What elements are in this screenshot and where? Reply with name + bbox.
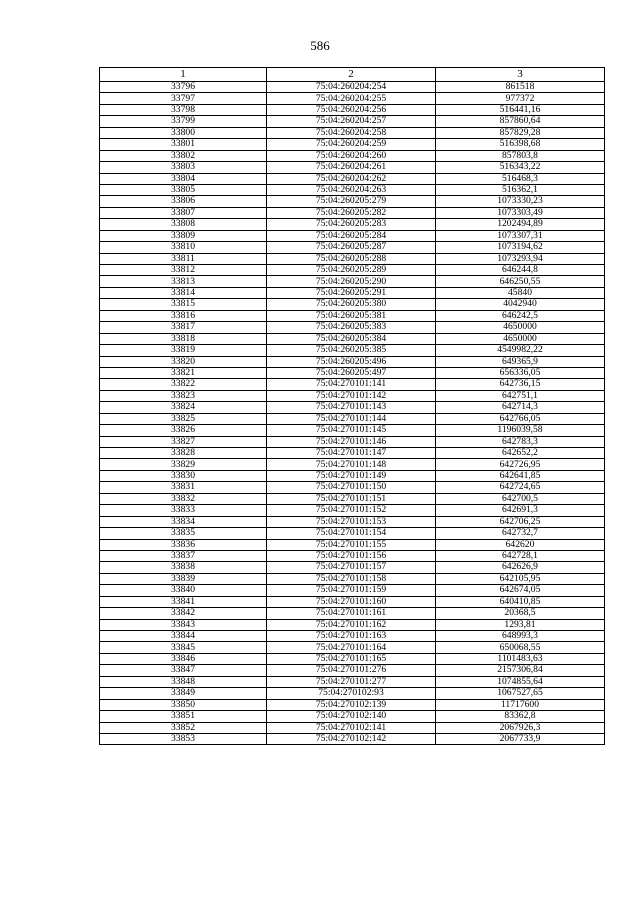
cadastral-number-cell: 75:04:270101:154 xyxy=(267,528,436,539)
value-cell: 20368,5 xyxy=(436,608,605,619)
cadastral-number-cell: 75:04:270102:141 xyxy=(267,722,436,733)
row-number-cell: 33821 xyxy=(100,367,267,378)
table-row xyxy=(100,276,605,287)
row-number-cell: 33847 xyxy=(100,665,267,676)
table-row xyxy=(100,619,605,630)
value-cell: 656336,05 xyxy=(436,367,605,378)
table-row xyxy=(100,493,605,504)
row-number-cell: 33808 xyxy=(100,219,267,230)
cadastral-number-cell: 75:04:260204:259 xyxy=(267,139,436,150)
cadastral-number-cell: 75:04:270101:158 xyxy=(267,573,436,584)
row-number-cell: 33800 xyxy=(100,127,267,138)
table-row xyxy=(100,379,605,390)
row-number-cell: 33809 xyxy=(100,230,267,241)
row-number-cell: 33844 xyxy=(100,631,267,642)
cadastral-number-cell: 75:04:260205:497 xyxy=(267,367,436,378)
value-cell: 642732,7 xyxy=(436,528,605,539)
value-cell: 857803,8 xyxy=(436,150,605,161)
row-number-cell: 33835 xyxy=(100,528,267,539)
row-number-cell: 33839 xyxy=(100,573,267,584)
cadastral-number-cell: 75:04:270101:146 xyxy=(267,436,436,447)
table-row xyxy=(100,665,605,676)
cadastral-number-cell: 75:04:270101:159 xyxy=(267,585,436,596)
cadastral-number-cell: 75:04:260205:284 xyxy=(267,230,436,241)
table-row xyxy=(100,390,605,401)
table-row xyxy=(100,653,605,664)
cadastral-number-cell: 75:04:260205:496 xyxy=(267,356,436,367)
table-row xyxy=(100,413,605,424)
table-row xyxy=(100,448,605,459)
cadastral-number-cell: 75:04:270102:139 xyxy=(267,699,436,710)
value-cell: 1073194,62 xyxy=(436,242,605,253)
table-row xyxy=(100,539,605,550)
row-number-cell: 33842 xyxy=(100,608,267,619)
table-row xyxy=(100,482,605,493)
row-number-cell: 33828 xyxy=(100,448,267,459)
table-row xyxy=(100,139,605,150)
column-header: 1 xyxy=(100,68,267,82)
row-number-cell: 33817 xyxy=(100,322,267,333)
value-cell: 642641,85 xyxy=(436,470,605,481)
cadastral-number-cell: 75:04:270101:161 xyxy=(267,608,436,619)
row-number-cell: 33825 xyxy=(100,413,267,424)
table-row xyxy=(100,676,605,687)
row-number-cell: 33818 xyxy=(100,333,267,344)
value-cell: 649365,9 xyxy=(436,356,605,367)
row-number-cell: 33850 xyxy=(100,699,267,710)
cadastral-number-cell: 75:04:270101:276 xyxy=(267,665,436,676)
value-cell: 11717600 xyxy=(436,699,605,710)
table-row xyxy=(100,150,605,161)
value-cell: 646250,55 xyxy=(436,276,605,287)
cadastral-number-cell: 75:04:270102:93 xyxy=(267,688,436,699)
value-cell: 646244,8 xyxy=(436,265,605,276)
page-number: 586 xyxy=(310,38,330,53)
value-cell: 4042940 xyxy=(436,299,605,310)
table-row xyxy=(100,631,605,642)
table-row xyxy=(100,550,605,561)
value-cell: 642783,3 xyxy=(436,436,605,447)
row-number-cell: 33837 xyxy=(100,550,267,561)
table-header-row xyxy=(100,68,605,82)
row-number-cell: 33831 xyxy=(100,482,267,493)
table-row xyxy=(100,82,605,93)
value-cell: 1067527,65 xyxy=(436,688,605,699)
value-cell: 861518 xyxy=(436,82,605,93)
value-cell: 4549982,22 xyxy=(436,345,605,356)
value-cell: 516441,16 xyxy=(436,104,605,115)
table-row xyxy=(100,207,605,218)
cadastral-number-cell: 75:04:270101:156 xyxy=(267,550,436,561)
value-cell: 648993,3 xyxy=(436,631,605,642)
value-cell: 45840 xyxy=(436,287,605,298)
table-row xyxy=(100,93,605,104)
cadastral-number-cell: 75:04:270101:141 xyxy=(267,379,436,390)
table-row xyxy=(100,367,605,378)
value-cell: 516468,3 xyxy=(436,173,605,184)
row-number-cell: 33801 xyxy=(100,139,267,150)
row-number-cell: 33840 xyxy=(100,585,267,596)
cadastral-number-cell: 75:04:270102:142 xyxy=(267,733,436,744)
value-cell: 642626,9 xyxy=(436,562,605,573)
row-number-cell: 33849 xyxy=(100,688,267,699)
value-cell: 1202494,89 xyxy=(436,219,605,230)
table-row xyxy=(100,608,605,619)
cadastral-number-cell: 75:04:270101:143 xyxy=(267,402,436,413)
cadastral-number-cell: 75:04:260205:291 xyxy=(267,287,436,298)
table-row xyxy=(100,265,605,276)
value-cell: 642714,3 xyxy=(436,402,605,413)
value-cell: 642736,15 xyxy=(436,379,605,390)
cadastral-number-cell: 75:04:260204:256 xyxy=(267,104,436,115)
table-row xyxy=(100,528,605,539)
value-cell: 83362,8 xyxy=(436,711,605,722)
table-row xyxy=(100,127,605,138)
row-number-cell: 33820 xyxy=(100,356,267,367)
cadastral-number-cell: 75:04:260205:384 xyxy=(267,333,436,344)
cadastral-number-cell: 75:04:260204:260 xyxy=(267,150,436,161)
table-row xyxy=(100,345,605,356)
row-number-cell: 33829 xyxy=(100,459,267,470)
row-number-cell: 33799 xyxy=(100,116,267,127)
table-row xyxy=(100,116,605,127)
value-cell: 642726,95 xyxy=(436,459,605,470)
value-cell: 1101483,63 xyxy=(436,653,605,664)
table-row xyxy=(100,230,605,241)
value-cell: 2067733,9 xyxy=(436,733,605,744)
row-number-cell: 33805 xyxy=(100,184,267,195)
table-row xyxy=(100,299,605,310)
row-number-cell: 33804 xyxy=(100,173,267,184)
row-number-cell: 33798 xyxy=(100,104,267,115)
cadastral-number-cell: 75:04:270101:163 xyxy=(267,631,436,642)
row-number-cell: 33813 xyxy=(100,276,267,287)
row-number-cell: 33824 xyxy=(100,402,267,413)
cadastral-number-cell: 75:04:270101:165 xyxy=(267,653,436,664)
value-cell: 2157306,84 xyxy=(436,665,605,676)
table-row xyxy=(100,310,605,321)
cadastral-number-cell: 75:04:270101:151 xyxy=(267,493,436,504)
table-row xyxy=(100,688,605,699)
row-number-cell: 33853 xyxy=(100,733,267,744)
value-cell: 977372 xyxy=(436,93,605,104)
cadastral-number-cell: 75:04:260204:255 xyxy=(267,93,436,104)
table-row xyxy=(100,104,605,115)
row-number-cell: 33811 xyxy=(100,253,267,264)
row-number-cell: 33812 xyxy=(100,265,267,276)
cadastral-number-cell: 75:04:270101:157 xyxy=(267,562,436,573)
row-number-cell: 33843 xyxy=(100,619,267,630)
table-row xyxy=(100,711,605,722)
row-number-cell: 33803 xyxy=(100,162,267,173)
value-cell: 1073330,23 xyxy=(436,196,605,207)
value-cell: 4650000 xyxy=(436,322,605,333)
row-number-cell: 33830 xyxy=(100,470,267,481)
cadastral-number-cell: 75:04:260205:287 xyxy=(267,242,436,253)
cadastral-number-cell: 75:04:260205:289 xyxy=(267,265,436,276)
column-header: 3 xyxy=(436,68,605,82)
value-cell: 1073303,49 xyxy=(436,207,605,218)
cadastral-number-cell: 75:04:260205:385 xyxy=(267,345,436,356)
value-cell: 857829,28 xyxy=(436,127,605,138)
cadastral-number-cell: 75:04:270101:144 xyxy=(267,413,436,424)
table-body xyxy=(100,82,605,745)
table-row xyxy=(100,242,605,253)
row-number-cell: 33823 xyxy=(100,390,267,401)
cadastral-number-cell: 75:04:270101:142 xyxy=(267,390,436,401)
value-cell: 642105,95 xyxy=(436,573,605,584)
table-row xyxy=(100,596,605,607)
table-row xyxy=(100,356,605,367)
table-row xyxy=(100,425,605,436)
cadastral-number-cell: 75:04:260205:381 xyxy=(267,310,436,321)
row-number-cell: 33834 xyxy=(100,516,267,527)
row-number-cell: 33814 xyxy=(100,287,267,298)
value-cell: 650068,55 xyxy=(436,642,605,653)
table-row xyxy=(100,173,605,184)
table-row xyxy=(100,162,605,173)
value-cell: 642700,5 xyxy=(436,493,605,504)
row-number-cell: 33836 xyxy=(100,539,267,550)
value-cell: 642751,1 xyxy=(436,390,605,401)
row-number-cell: 33852 xyxy=(100,722,267,733)
row-number-cell: 33797 xyxy=(100,93,267,104)
table-row xyxy=(100,253,605,264)
table-row xyxy=(100,436,605,447)
cadastral-number-cell: 75:04:260204:257 xyxy=(267,116,436,127)
value-cell: 646242,5 xyxy=(436,310,605,321)
cadastral-number-cell: 75:04:270101:147 xyxy=(267,448,436,459)
table-row xyxy=(100,287,605,298)
value-cell: 1073293,94 xyxy=(436,253,605,264)
row-number-cell: 33822 xyxy=(100,379,267,390)
cadastral-number-cell: 75:04:270101:152 xyxy=(267,505,436,516)
column-header: 2 xyxy=(267,68,436,82)
table-row xyxy=(100,642,605,653)
value-cell: 4650000 xyxy=(436,333,605,344)
value-cell: 642706,25 xyxy=(436,516,605,527)
data-table xyxy=(99,67,605,745)
row-number-cell: 33819 xyxy=(100,345,267,356)
table-row xyxy=(100,184,605,195)
cadastral-number-cell: 75:04:260205:290 xyxy=(267,276,436,287)
table-row xyxy=(100,470,605,481)
cadastral-number-cell: 75:04:260205:383 xyxy=(267,322,436,333)
cadastral-number-cell: 75:04:260204:263 xyxy=(267,184,436,195)
table-row xyxy=(100,219,605,230)
cadastral-number-cell: 75:04:260205:380 xyxy=(267,299,436,310)
cadastral-number-cell: 75:04:270101:155 xyxy=(267,539,436,550)
row-number-cell: 33806 xyxy=(100,196,267,207)
table-row xyxy=(100,459,605,470)
table-row xyxy=(100,562,605,573)
value-cell: 642728,1 xyxy=(436,550,605,561)
table-row xyxy=(100,505,605,516)
cadastral-number-cell: 75:04:270101:145 xyxy=(267,425,436,436)
cadastral-number-cell: 75:04:270101:160 xyxy=(267,596,436,607)
cadastral-number-cell: 75:04:260204:258 xyxy=(267,127,436,138)
value-cell: 642691,3 xyxy=(436,505,605,516)
table-row xyxy=(100,573,605,584)
cadastral-number-cell: 75:04:260205:288 xyxy=(267,253,436,264)
row-number-cell: 33833 xyxy=(100,505,267,516)
value-cell: 642652,2 xyxy=(436,448,605,459)
row-number-cell: 33807 xyxy=(100,207,267,218)
value-cell: 1074855,64 xyxy=(436,676,605,687)
value-cell: 642724,65 xyxy=(436,482,605,493)
cadastral-number-cell: 75:04:260205:279 xyxy=(267,196,436,207)
value-cell: 642766,05 xyxy=(436,413,605,424)
cadastral-number-cell: 75:04:260204:262 xyxy=(267,173,436,184)
cadastral-number-cell: 75:04:270101:164 xyxy=(267,642,436,653)
row-number-cell: 33832 xyxy=(100,493,267,504)
row-number-cell: 33845 xyxy=(100,642,267,653)
row-number-cell: 33846 xyxy=(100,653,267,664)
table-row xyxy=(100,333,605,344)
cadastral-number-cell: 75:04:270101:153 xyxy=(267,516,436,527)
value-cell: 516398,68 xyxy=(436,139,605,150)
table-row xyxy=(100,722,605,733)
row-number-cell: 33841 xyxy=(100,596,267,607)
value-cell: 642620 xyxy=(436,539,605,550)
value-cell: 1293,81 xyxy=(436,619,605,630)
row-number-cell: 33796 xyxy=(100,82,267,93)
value-cell: 516343,22 xyxy=(436,162,605,173)
table-row xyxy=(100,322,605,333)
row-number-cell: 33802 xyxy=(100,150,267,161)
cadastral-number-cell: 75:04:270101:277 xyxy=(267,676,436,687)
value-cell: 1196039,58 xyxy=(436,425,605,436)
cadastral-number-cell: 75:04:270101:150 xyxy=(267,482,436,493)
cadastral-number-cell: 75:04:270101:162 xyxy=(267,619,436,630)
table-row xyxy=(100,402,605,413)
row-number-cell: 33827 xyxy=(100,436,267,447)
table-row xyxy=(100,699,605,710)
cadastral-number-cell: 75:04:260204:261 xyxy=(267,162,436,173)
cadastral-number-cell: 75:04:270102:140 xyxy=(267,711,436,722)
cadastral-number-cell: 75:04:270101:149 xyxy=(267,470,436,481)
table-row xyxy=(100,516,605,527)
cadastral-number-cell: 75:04:270101:148 xyxy=(267,459,436,470)
table-row xyxy=(100,585,605,596)
row-number-cell: 33838 xyxy=(100,562,267,573)
value-cell: 640410,85 xyxy=(436,596,605,607)
row-number-cell: 33810 xyxy=(100,242,267,253)
cadastral-number-cell: 75:04:260204:254 xyxy=(267,82,436,93)
value-cell: 857860,64 xyxy=(436,116,605,127)
row-number-cell: 33815 xyxy=(100,299,267,310)
value-cell: 2067926,3 xyxy=(436,722,605,733)
row-number-cell: 33851 xyxy=(100,711,267,722)
table-row xyxy=(100,196,605,207)
row-number-cell: 33848 xyxy=(100,676,267,687)
row-number-cell: 33816 xyxy=(100,310,267,321)
cadastral-number-cell: 75:04:260205:282 xyxy=(267,207,436,218)
table-row xyxy=(100,733,605,744)
row-number-cell: 33826 xyxy=(100,425,267,436)
value-cell: 642674,05 xyxy=(436,585,605,596)
value-cell: 516362,1 xyxy=(436,184,605,195)
value-cell: 1073307,31 xyxy=(436,230,605,241)
cadastral-number-cell: 75:04:260205:283 xyxy=(267,219,436,230)
